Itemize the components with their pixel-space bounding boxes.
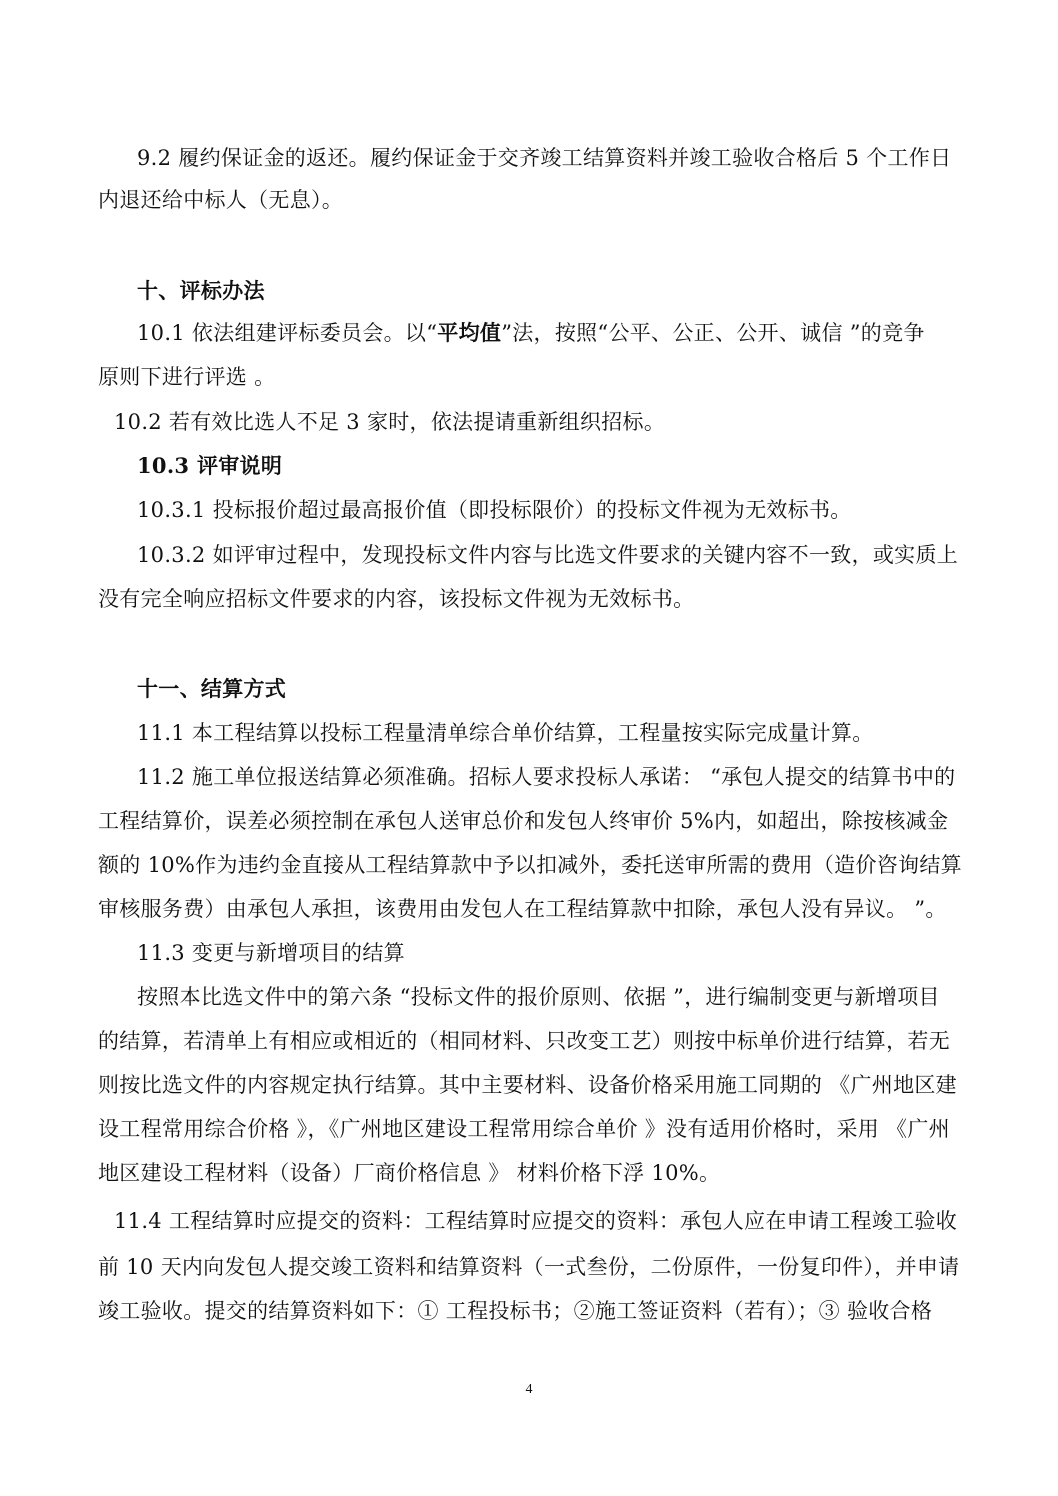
para-11-2-line3: 额的 10%作为违约金直接从工程结算款中予以扣减外，委托送审所需的费用（造价咨询结算 bbox=[98, 853, 962, 877]
para-11-2-line4: 审核服务费）由承包人承担，该费用由发包人在工程结算款中扣除，承包人没有异议。 ”。 bbox=[98, 897, 947, 921]
para-10-3-1: 10.3.1 投标报价超过最高报价值（即投标限价）的投标文件视为无效标书。 bbox=[137, 498, 852, 522]
para-11-2-line1: 11.2 施工单位报送结算必须准确。招标人要求投标人承诺： “承包人提交的结算书中的 bbox=[137, 765, 956, 789]
para-11-3-line3: 则按比选文件的内容规定执行结算。其中主要材料、设备价格采用施工同期的 《广州地区建 bbox=[98, 1073, 957, 1097]
para-10-1-text-a: 10.1 依法组建评标委员会。以“ bbox=[137, 321, 438, 345]
para-11-4-line2: 前 10 天内向发包人提交竣工资料和结算资料（一式叁份，二份原件，一份复印件），并申请 bbox=[98, 1255, 960, 1279]
subsection-10-3-heading: 10.3 评审说明 bbox=[137, 453, 283, 478]
para-11-3-line4: 设工程常用综合价格 》，《广州地区建设工程常用综合单价 》没有适用价格时，采用 《广州 bbox=[98, 1117, 950, 1141]
para-11-3-line2: 的结算，若清单上有相应或相近的（相同材料、只改变工艺）则按中标单价进行结算，若无 bbox=[98, 1029, 950, 1053]
para-10-3-2-line2: 没有完全响应招标文件要求的内容，该投标文件视为无效标书。 bbox=[98, 587, 695, 611]
para-11-4-line1: 11.4 工程结算时应提交的资料：工程结算时应提交的资料：承包人应在申请工程竣工验收 bbox=[114, 1209, 958, 1233]
para-11-3-line5: 地区建设工程材料（设备）厂商价格信息 》 材料价格下浮 10%。 bbox=[98, 1161, 721, 1185]
para-10-1-bold-term: 平均值 bbox=[437, 320, 502, 345]
para-10-1-line2: 原则下进行评选 。 bbox=[98, 365, 276, 389]
page-number: 4 bbox=[525, 1382, 533, 1397]
para-9-2-line2: 内退还给中标人（无息）。 bbox=[98, 188, 344, 212]
para-9-2-line1: 9.2 履约保证金的返还。履约保证金于交齐竣工结算资料并竣工验收合格后 5 个工作日 bbox=[137, 146, 952, 170]
para-11-3-line1: 按照本比选文件中的第六条 “投标文件的报价原则、依据 ”，进行编制变更与新增项目 bbox=[137, 985, 940, 1009]
para-11-1: 11.1 本工程结算以投标工程量清单综合单价结算，工程量按实际完成量计算。 bbox=[137, 721, 874, 745]
para-11-2-line2: 工程结算价，误差必须控制在承包人送审总价和发包人终审价 5%内，如超出，除按核减金 bbox=[98, 809, 949, 833]
section-10-heading: 十、评标办法 bbox=[137, 278, 265, 303]
para-10-1-line1 bbox=[137, 318, 925, 348]
section-11-heading: 十一、结算方式 bbox=[137, 676, 287, 701]
para-11-4-line3: 竣工验收。提交的结算资料如下：① 工程投标书；②施工签证资料（若有）；③ 验收合格 bbox=[98, 1299, 933, 1323]
para-11-3-heading: 11.3 变更与新增项目的结算 bbox=[137, 941, 405, 965]
para-10-3-2-line1: 10.3.2 如评审过程中，发现投标文件内容与比选文件要求的关键内容不一致，或实质上 bbox=[137, 543, 959, 567]
para-10-2: 10.2 若有效比选人不足 3 家时，依法提请重新组织招标。 bbox=[114, 410, 666, 434]
para-10-1-text-b: ”法，按照“公平、公正、公开、诚信 ”的竞争 bbox=[501, 321, 925, 345]
